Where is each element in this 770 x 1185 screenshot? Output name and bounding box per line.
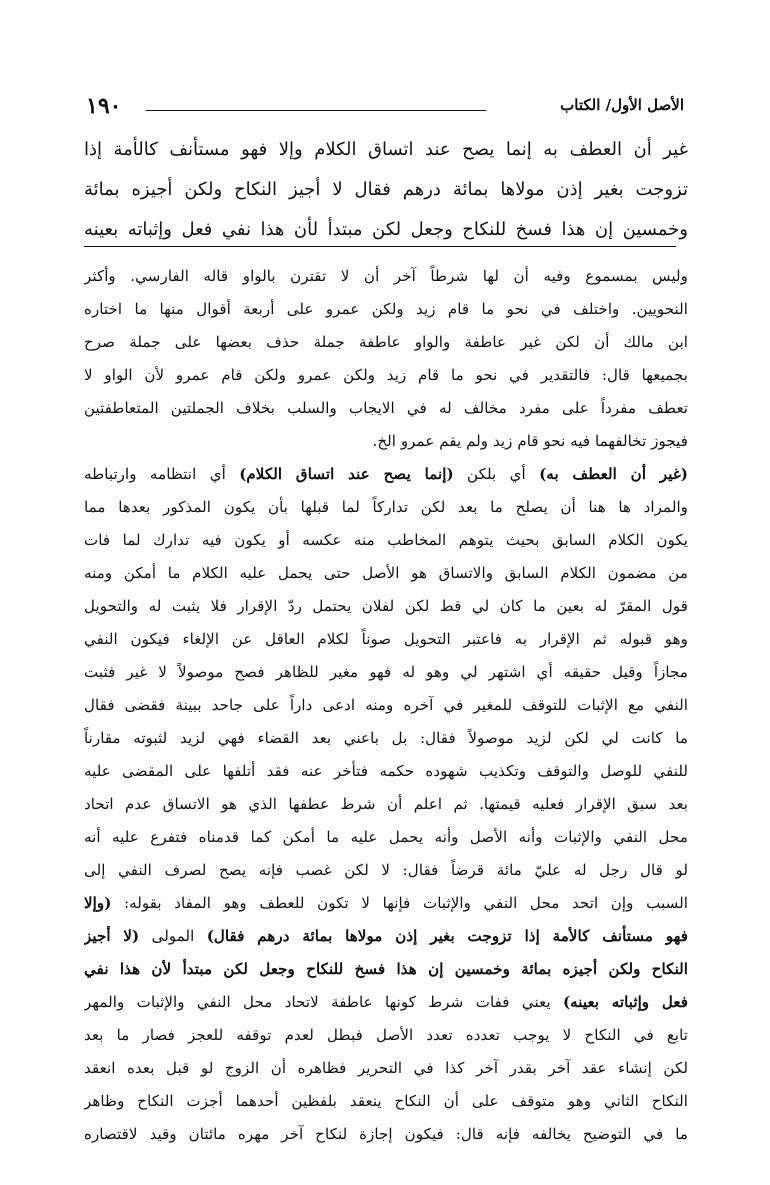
page-number: ١٩٠ [86,93,122,119]
commentary-line [84,986,688,1019]
commentary-line: مجازاً وقيل حقيقه أي اشتهر لي وهو له فهو مغير للظاهر فصح موصولاً لا غير فثبت [84,663,688,681]
matn-line: غير أن العطف به إنما يصح عند اتساق الكلام وإلا فهو مستأنف كالأمة إذا [84,139,688,160]
commentary-line: للنفي للوصل والتوقف وتكذيب شهوده حكمه فتأخر عنه فقد أتلفها على المقضى عليه [84,762,688,780]
commentary-text-run: المولى [139,927,207,945]
commentary-line: فيجوز تخالفهما فيه نحو قام زيد ولم يقم عمرو الخ. [372,432,688,450]
commentary-line: تابع في النكاح لا يوجب تعدده تعدد الأصل فبطل لعدم توقفه للعجز فصار ما بعد [84,1026,688,1044]
commentary-line: ما كانت لي لكن لزيد موصولاً فقال: بل باعني بعد القضاء فهي لزيد لثبوته مقارناً [84,729,688,747]
commentary-line: لكن إنشاء عقد آخر بقدر آخر كذا في التحرير فظاهره أن الزوج لو قبل بعده انعقد [84,1059,688,1077]
commentary-line: بجميعها قال: فالتقدير في نحو ما قام زيد ولكن عمرو ولكن قام عمرو لأن الواو لا [84,366,688,384]
commentary-line: لو قال رجل له عليّ مائة قرضاً فقال: لا لكن غصب فإنه يصح لصرف النفي إلى [84,861,688,879]
quoted-matn: فعل وإثباته بعينه) [562,993,688,1011]
commentary-line: ما في التوضيح يخالفه فإنه قال: فيكون إجازة لنكاح آخر مهره مائتان وقيد لاقتصاره [84,1125,688,1143]
matn-line: وخمسين إن هذا فسخ للنكاح وجعل لكن مبتدأ لأن هذا نفي فعل وإثباته بعينه [84,219,688,240]
commentary-text-run: أي بلكن [453,465,540,483]
commentary-line [84,887,688,920]
running-header [86,92,684,120]
header-rule [146,110,486,111]
matn-line: تزوجت بغير إذن مولاها بمائة درهم فقال لا أجيز النكاح ولكن أجيزه بمائة [84,179,688,200]
commentary-text-run: أي انتظامه وارتباطه [84,465,240,483]
commentary-line: وليس بمسموع وفيه أن لها شرطاً آخر أن لا تقترن بالواو قاله الفارسي. وأكثر [84,267,688,285]
commentary-line: النفي مع الإثبات للتوقف للمغير في آخره ومنه ادعى داراً على جاحد ببينة فقضى فقال [84,696,688,714]
quoted-matn: (لا أجيز [84,927,140,945]
commentary-line: والمراد ها هنا أن يصلح ما بعد لكن تداركاً لما قبلها بأن يكون المذكور بعدها مما [84,498,688,516]
quoted-matn: النكاح ولكن أجيزه بمائة وخمسين إن هذا فسخ للنكاح وجعل لكن مبتدأ لأن هذا نفي [84,960,688,978]
quoted-matn: (إنما يصح عند اتساق الكلام) [239,465,454,483]
matn-text [84,130,688,250]
commentary-line: وهو قبوله ثم الإقرار به فاعتبر التحويل صوناً لكلام العاقل عن الإلغاء فيكون النفي [84,630,688,648]
quoted-matn: (وإلا [84,894,112,912]
section-separator [84,246,676,247]
quoted-matn: (غير أن العطف به) [539,465,688,483]
commentary-line: بعد سبق الإقرار فعليه قيمتها. ثم اعلم أن شرط عطفها الذي هو الاتساق عدم اتحاد [84,795,688,813]
commentary-line [84,458,688,491]
commentary-line: النكاح الثاني وهو متوقف على أن النكاح ينعقد بلفظين أحدهما أجزت النكاح وظاهر [84,1092,688,1110]
commentary-text-run: السبب وإن اتحد محل النفي والإثبات فإنها لا تكون للعطف وهو المفاد بقوله: [111,894,688,912]
quoted-matn: فهو مستأنف كالأمة إذا تزوجت بغير إذن مولاها بمائة درهم فقال) [206,927,688,945]
commentary-line: قول المقرّ له بعين ما كان لي قط لكن لفلان يحتمل ردّ الإقرار فلا يثبت له والتحويل [84,597,688,615]
commentary-text-run: يعني ففات شرط كونها عاطفة لاتحاد محل النفي والإثبات والمهر [84,993,563,1011]
commentary-line: محل النفي والإثبات وأنه الأصل وأنه يحمل عليه ما أمكن كما قدمناه فتفرع عليه أنه [84,828,688,846]
commentary-line: النحويين. واختلف في نحو ما قام زيد ولكن عمرو على أربعة أقوال منها ما اختاره [84,300,688,318]
commentary-line [84,953,688,986]
commentary-line: يكون الكلام السابق بحيث يتوهم المخاطب منه عكسه أو يكون فيه تدارك لما فات [84,531,688,549]
running-title: الأصل الأول/ الكتاب [560,96,684,114]
commentary-line [84,920,688,953]
commentary-line: ابن مالك أن لكن غير عاطفة والواو عاطفة جملة حذف بعضها على جملة صرح [84,333,688,351]
commentary-line: تعطف مفرداً على مفرد مخالف له في الايجاب والسلب بخلاف الجملتين المتعاطفتين [84,399,688,417]
commentary-text [84,260,688,1151]
commentary-line: من مضمون الكلام السابق والاتساق هو الأصل حتى يحمل عليه الكلام ما أمكن ومنه [84,564,688,582]
